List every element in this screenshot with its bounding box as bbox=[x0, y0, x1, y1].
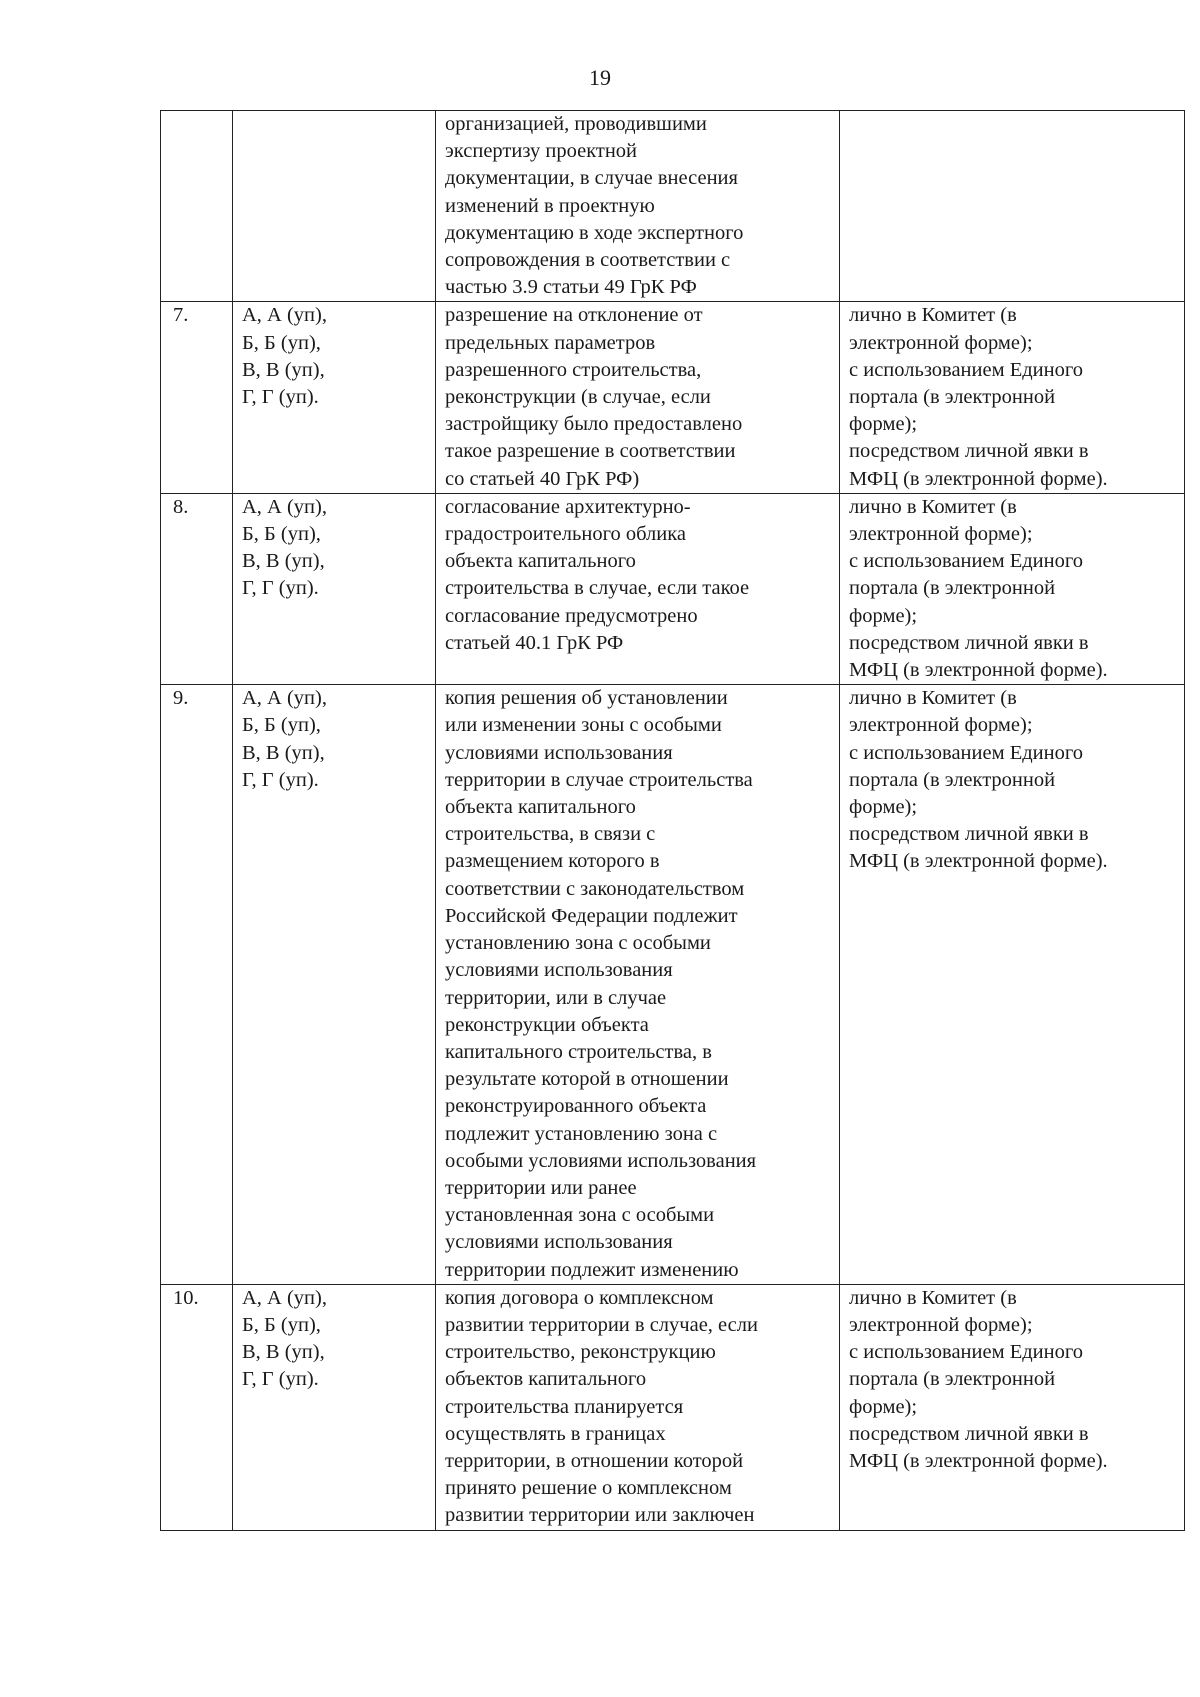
page-number: 19 bbox=[589, 65, 611, 90]
method-cell bbox=[840, 1284, 1185, 1530]
document-line: документацию в ходе экспертного bbox=[445, 221, 744, 244]
applicant-line: Г, Г (уп). bbox=[242, 577, 319, 600]
method-line: портала (в электронной bbox=[849, 768, 1056, 791]
row-number: 9. bbox=[173, 687, 189, 710]
document-line: размещением которого в bbox=[445, 850, 660, 873]
method-line: портала (в электронной bbox=[849, 1368, 1056, 1391]
document-line: осуществлять в границах bbox=[445, 1422, 666, 1445]
document-line: или изменении зоны с особыми bbox=[445, 714, 722, 737]
applicant-line: В, В (уп), bbox=[242, 741, 325, 764]
document-line: принято решение о комплексном bbox=[445, 1477, 732, 1500]
document-line: строительство, реконструкцию bbox=[445, 1341, 716, 1364]
method-line: форме); bbox=[849, 413, 918, 436]
document-line: территории в случае строительства bbox=[445, 768, 753, 791]
document-line: развитии территории или заключен bbox=[445, 1504, 755, 1527]
row-number-cell bbox=[161, 111, 233, 302]
document-line: установленная зона с особыми bbox=[445, 1204, 715, 1227]
method-line: электронной форме); bbox=[849, 331, 1033, 354]
method-line: лично в Комитет (в bbox=[849, 495, 1017, 518]
applicant-line: В, В (уп), bbox=[242, 358, 325, 381]
table-row bbox=[161, 1284, 1185, 1530]
documents-table bbox=[160, 110, 1185, 1531]
document-line: изменений в проектную bbox=[445, 194, 655, 217]
row-number-cell bbox=[161, 493, 233, 684]
document-line: объектов капитального bbox=[445, 1368, 647, 1391]
document-line: со статьей 40 ГрК РФ) bbox=[445, 467, 640, 490]
method-line: портала (в электронной bbox=[849, 577, 1056, 600]
applicant-line: Б, Б (уп), bbox=[242, 523, 321, 546]
document-line: реконструкции объекта bbox=[445, 1013, 649, 1036]
method-line: МФЦ (в электронной форме). bbox=[849, 659, 1108, 682]
document-line: разрешенного строительства, bbox=[445, 358, 702, 381]
row-number-cell bbox=[161, 685, 233, 1284]
row-number: 8. bbox=[173, 495, 189, 518]
document-line: результате которой в отношении bbox=[445, 1068, 729, 1091]
document-line: копия договора о комплексном bbox=[445, 1286, 714, 1309]
row-number-cell bbox=[161, 1284, 233, 1530]
applicants-cell bbox=[233, 302, 436, 493]
document-line: разрешение на отклонение от bbox=[445, 304, 703, 327]
document-line: территории или ранее bbox=[445, 1176, 637, 1199]
applicant-line: А, А (уп), bbox=[242, 304, 327, 327]
document-line: копия решения об установлении bbox=[445, 687, 728, 710]
method-line: МФЦ (в электронной форме). bbox=[849, 1449, 1108, 1472]
document-line: реконструкции (в случае, если bbox=[445, 386, 711, 409]
method-line: электронной форме); bbox=[849, 1313, 1033, 1336]
document-line: территории, или в случае bbox=[445, 986, 667, 1009]
method-line: посредством личной явки в bbox=[849, 440, 1089, 463]
method-line: портала (в электронной bbox=[849, 386, 1056, 409]
document-line: сопровождения в соответствии с bbox=[445, 249, 731, 272]
document-line: документации, в случае внесения bbox=[445, 167, 738, 190]
document-line: условиями использования bbox=[445, 1231, 673, 1254]
applicants-cell bbox=[233, 685, 436, 1284]
applicant-line: Г, Г (уп). bbox=[242, 1368, 319, 1391]
table-row bbox=[161, 493, 1185, 684]
row-number: 10. bbox=[173, 1286, 199, 1309]
method-cell bbox=[840, 302, 1185, 493]
method-line: лично в Комитет (в bbox=[849, 687, 1017, 710]
document-cell bbox=[436, 1284, 840, 1530]
applicant-line: В, В (уп), bbox=[242, 550, 325, 573]
document-line: условиями использования bbox=[445, 741, 673, 764]
document-line: статьей 40.1 ГрК РФ bbox=[445, 631, 624, 654]
method-line: посредством личной явки в bbox=[849, 1422, 1089, 1445]
method-cell bbox=[840, 111, 1185, 302]
table-row bbox=[161, 111, 1185, 302]
row-number: 7. bbox=[173, 304, 189, 327]
document-line: согласование предусмотрено bbox=[445, 604, 698, 627]
document-line: реконструированного объекта bbox=[445, 1095, 707, 1118]
method-line: с использованием Единого bbox=[849, 358, 1083, 381]
applicant-line: Г, Г (уп). bbox=[242, 386, 319, 409]
applicant-line: Б, Б (уп), bbox=[242, 331, 321, 354]
applicants-cell bbox=[233, 493, 436, 684]
applicant-line: В, В (уп), bbox=[242, 1341, 325, 1364]
document-line: застройщику было предоставлено bbox=[445, 413, 743, 436]
row-number-cell bbox=[161, 302, 233, 493]
document-line: объекта капитального bbox=[445, 796, 636, 819]
document-cell bbox=[436, 685, 840, 1284]
document-line: территории подлежит изменению bbox=[445, 1258, 739, 1281]
document-line: установлению зона с особыми bbox=[445, 932, 711, 955]
document-line: строительства планируется bbox=[445, 1395, 684, 1418]
document-line: такое разрешение в соответствии bbox=[445, 440, 736, 463]
method-line: лично в Комитет (в bbox=[849, 304, 1017, 327]
method-line: форме); bbox=[849, 796, 918, 819]
method-line: форме); bbox=[849, 604, 918, 627]
method-cell bbox=[840, 493, 1185, 684]
method-line: электронной форме); bbox=[849, 523, 1033, 546]
method-line: лично в Комитет (в bbox=[849, 1286, 1017, 1309]
method-line: с использованием Единого bbox=[849, 741, 1083, 764]
applicant-line: Б, Б (уп), bbox=[242, 714, 321, 737]
method-cell bbox=[840, 685, 1185, 1284]
method-line: МФЦ (в электронной форме). bbox=[849, 467, 1108, 490]
document-cell bbox=[436, 493, 840, 684]
method-line: с использованием Единого bbox=[849, 1341, 1083, 1364]
table-row bbox=[161, 685, 1185, 1284]
document-line: подлежит установлению зона с bbox=[445, 1122, 718, 1145]
method-line: посредством личной явки в bbox=[849, 823, 1089, 846]
applicant-line: Б, Б (уп), bbox=[242, 1313, 321, 1336]
document-line: строительства в случае, если такое bbox=[445, 577, 750, 600]
document-line: развитии территории в случае, если bbox=[445, 1313, 758, 1336]
document-line: территории, в отношении которой bbox=[445, 1449, 744, 1472]
method-line: форме); bbox=[849, 1395, 918, 1418]
document-line: строительства, в связи с bbox=[445, 823, 656, 846]
document-line: организацией, проводившими bbox=[445, 113, 707, 135]
method-line: МФЦ (в электронной форме). bbox=[849, 850, 1108, 873]
document-line: особыми условиями использования bbox=[445, 1149, 757, 1172]
applicant-line: А, А (уп), bbox=[242, 495, 327, 518]
applicants-cell bbox=[233, 1284, 436, 1530]
document-line: объекта капитального bbox=[445, 550, 636, 573]
document-line: экспертизу проектной bbox=[445, 140, 638, 163]
document-line: частью 3.9 статьи 49 ГрК РФ bbox=[445, 276, 697, 299]
document-line: соответствии с законодательством bbox=[445, 877, 745, 900]
method-line: электронной форме); bbox=[849, 714, 1033, 737]
document-cell bbox=[436, 302, 840, 493]
document-line: градостроительного облика bbox=[445, 523, 686, 546]
document-line: предельных параметров bbox=[445, 331, 656, 354]
method-line: с использованием Единого bbox=[849, 550, 1083, 573]
method-line: посредством личной явки в bbox=[849, 631, 1089, 654]
applicants-cell bbox=[233, 111, 436, 302]
document-line: Российской Федерации подлежит bbox=[445, 904, 738, 927]
applicant-line: А, А (уп), bbox=[242, 1286, 327, 1309]
document-line: условиями использования bbox=[445, 959, 673, 982]
document-line: согласование архитектурно- bbox=[445, 495, 691, 518]
applicant-line: Г, Г (уп). bbox=[242, 768, 319, 791]
document-cell bbox=[436, 111, 840, 302]
document-line: капитального строительства, в bbox=[445, 1040, 712, 1063]
applicant-line: А, А (уп), bbox=[242, 687, 327, 710]
table-row bbox=[161, 302, 1185, 493]
